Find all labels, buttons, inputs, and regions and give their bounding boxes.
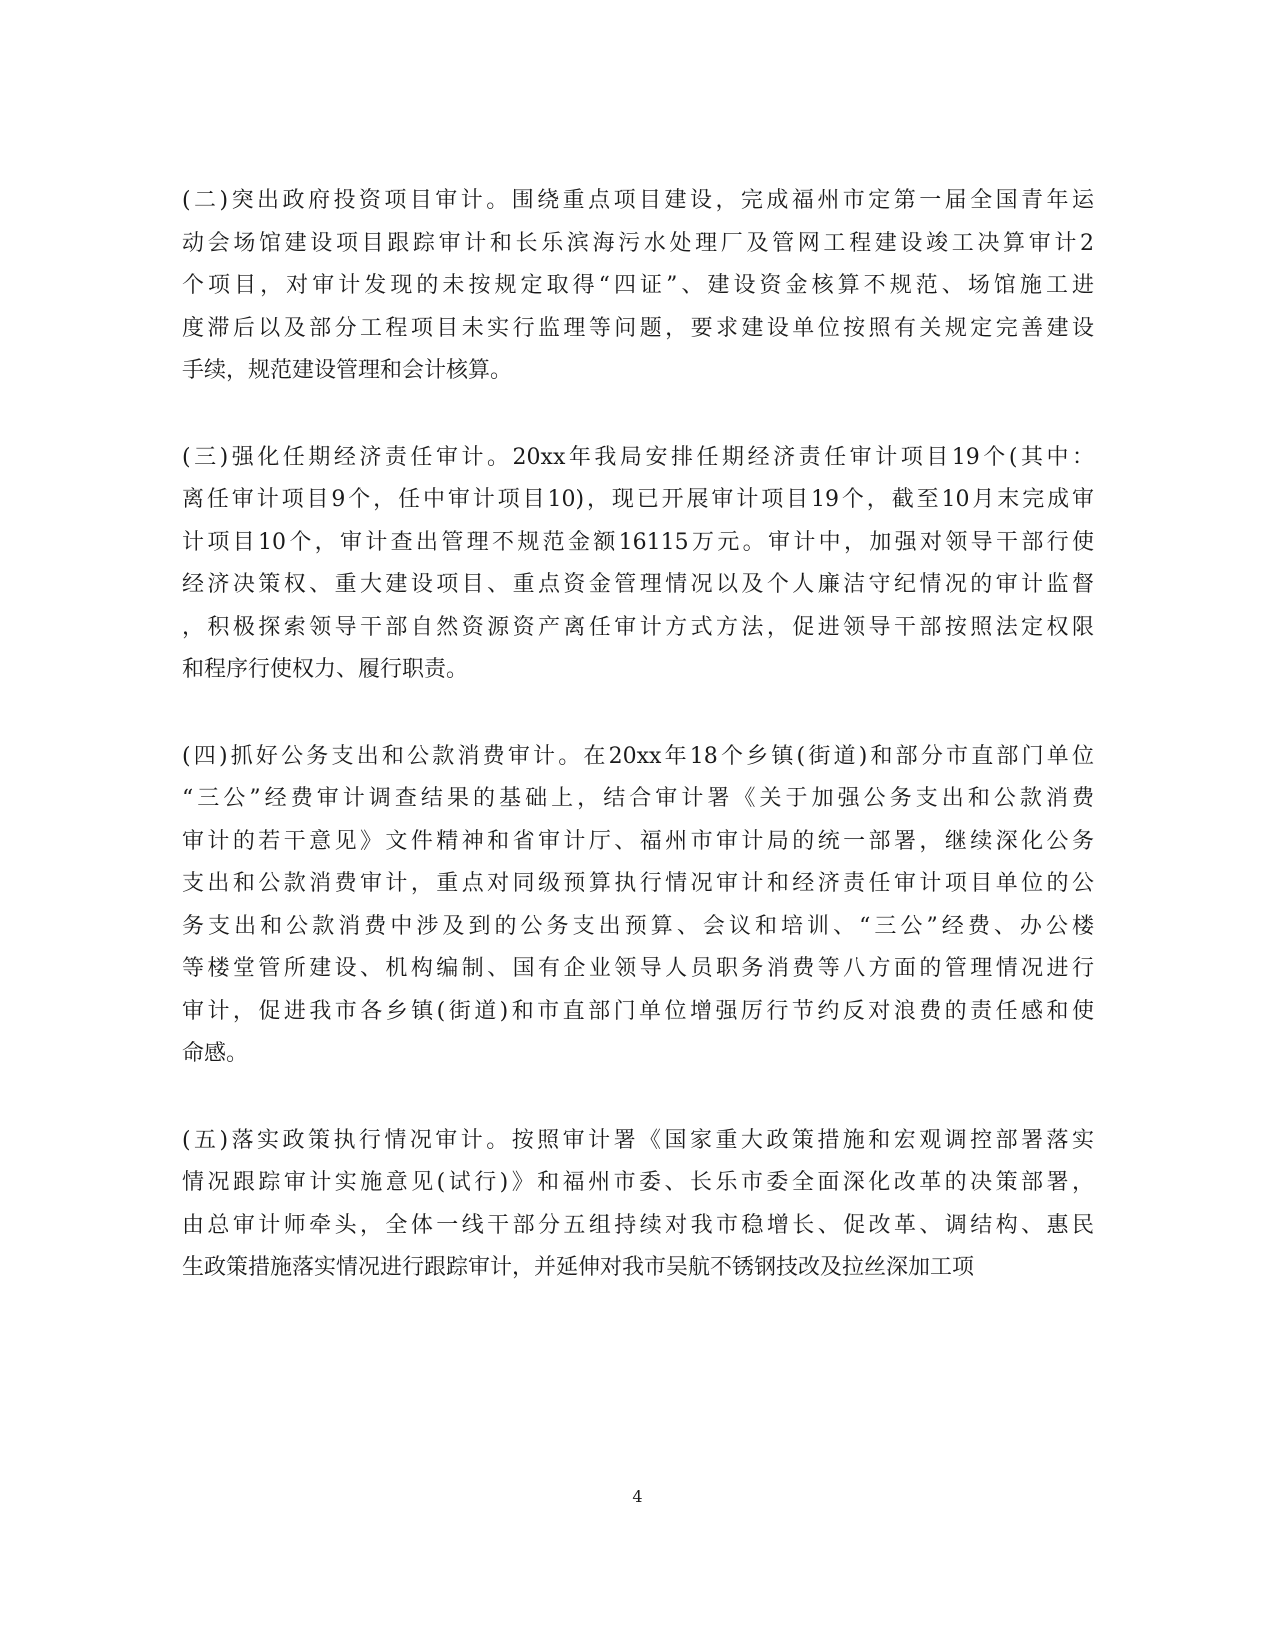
paragraph — [182, 736, 1094, 1076]
text-line: “三公”经费审计调查结果的基础上，结合审计署《关于加强公务支出和公款消费 — [182, 786, 1094, 811]
text-line: ，积极探索领导干部自然资源资产离任审计方式方法，促进领导干部按照法定权限 — [182, 614, 1094, 640]
text-line: 审计的若干意见》文件精神和省审计厅、福州市审计局的统一部署，继续深化公务 — [182, 828, 1094, 854]
text-line: 支出和公款消费审计，重点对同级预算执行情况审计和经济责任审计项目单位的公 — [182, 871, 1094, 896]
paragraph — [182, 1120, 1094, 1290]
text-line: 由总审计师牵头，全体一线干部分五组持续对我市稳增长、促改革、调结构、惠民 — [182, 1212, 1094, 1238]
text-line: (五)落实政策执行情况审计。按照审计署《国家重大政策措施和宏观调控部署落实 — [182, 1127, 1094, 1153]
page-number: 4 — [632, 1487, 643, 1506]
paragraph — [182, 437, 1094, 692]
text-line: 等楼堂管所建设、机构编制、国有企业领导人员职务消费等八方面的管理情况进行 — [182, 956, 1094, 981]
paragraph — [182, 180, 1094, 393]
document-body — [182, 180, 1094, 1334]
text-line: 审计，促进我市各乡镇(街道)和市直部门单位增强厉行节约反对浪费的责任感和使 — [182, 998, 1094, 1024]
text-line: (三)强化任期经济责任审计。20xx年我局安排任期经济责任审计项目19个(其中： — [182, 444, 1094, 470]
text-line: 度滞后以及部分工程项目未实行监理等问题，要求建设单位按照有关规定完善建设 — [182, 315, 1094, 341]
text-line: 和程序行使权力、履行职责。 — [182, 657, 469, 682]
text-line: (二)突出政府投资项目审计。围绕重点项目建设，完成福州市定第一届全国青年运 — [182, 188, 1094, 213]
text-line: 情况跟踪审计实施意见(试行)》和福州市委、长乐市委全面深化改革的决策部署， — [182, 1170, 1094, 1195]
text-line: 动会场馆建设项目跟踪审计和长乐滨海污水处理厂及管网工程建设竣工决算审计2 — [182, 230, 1094, 256]
text-line: 手续，规范建设管理和会计核算。 — [182, 358, 513, 383]
text-line: 离任审计项目9个，任中审计项目10)，现已开展审计项目19个，截至10月末完成审 — [182, 487, 1094, 512]
text-line: 计项目10个，审计查出管理不规范金额16115万元。审计中，加强对领导干部行使 — [182, 529, 1094, 555]
text-line: 经济决策权、重大建设项目、重点资金管理情况以及个人廉洁守纪情况的审计监督 — [182, 572, 1094, 597]
text-line: 生政策措施落实情况进行跟踪审计，并延伸对我市吴航不锈钢技改及拉丝深加工项 — [182, 1255, 975, 1280]
text-line: 务支出和公款消费中涉及到的公务支出预算、会议和培训、“三公”经费、办公楼 — [182, 913, 1094, 939]
text-line: 命感。 — [182, 1041, 249, 1066]
text-line: (四)抓好公务支出和公款消费审计。在20xx年18个乡镇(街道)和部分市直部门单位 — [182, 743, 1094, 769]
text-line: 个项目，对审计发现的未按规定取得“四证”、建设资金核算不规范、场馆施工进 — [182, 273, 1094, 298]
